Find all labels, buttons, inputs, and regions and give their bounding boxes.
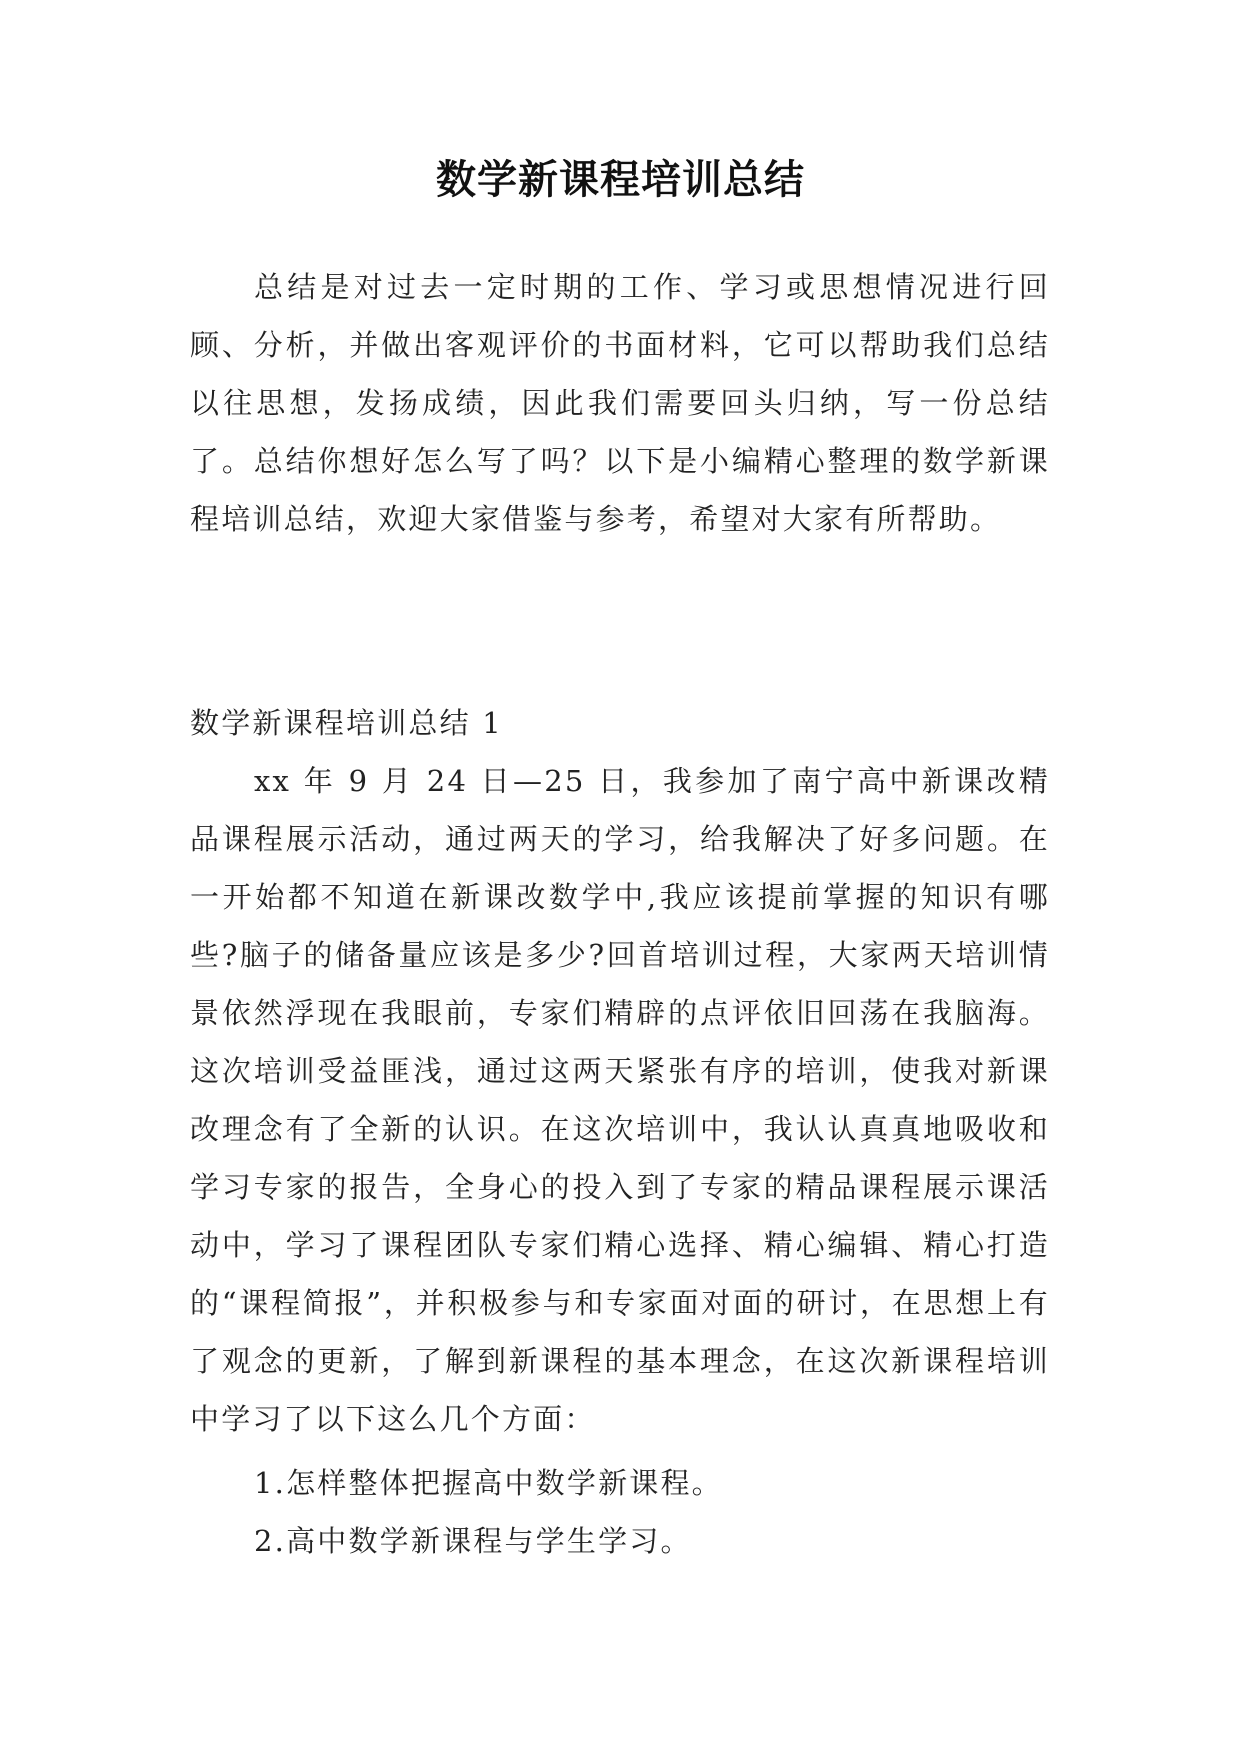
list-item: 2.高中数学新课程与学生学习。 (254, 1524, 692, 1558)
list-item: 1.怎样整体把握高中数学新课程。 (254, 1466, 723, 1500)
section-body-paragraph: xx 年 9 月 24 日—25 日，我参加了南宁高中新课改精品课程展示活动，通过两天的学习，给我解决了好多问题。在一开始都不知道在新课改数学中,我应该提前掌握的知识有哪些?脑子的储备量应该是多少?回首培训过程，大家两天培训情景依然浮现在我眼前，专家们精辟的点评依旧回荡在我脑海。这次培训受益匪浅，通过这两天紧张有序的培训，使我对新课改理念有了全新的认识。在这次培训中，我认认真真地吸收和学习专家的报告，全身心的投入到了专家的精品课程展示课活动中，学习了课程团队专家们精心选择、精心编辑、精心打造的“课程简报”，并积极参与和专家面对面的研讨，在思想上有了观念的更新，了解到新课程的基本理念，在这次新课程培训中学习了以下这么几个方面： (190, 764, 1050, 1436)
section-heading: 数学新课程培训总结 1 (190, 706, 503, 740)
document-title: 数学新课程培训总结 (436, 157, 805, 203)
intro-paragraph: 总结是对过去一定时期的工作、学习或思想情况进行回顾、分析，并做出客观评价的书面材料，它可以帮助我们总结以往思想，发扬成绩，因此我们需要回头归纳，写一份总结了。总结你想好怎么写了吗？以下是小编精心整理的数学新课程培训总结，欢迎大家借鉴与参考，希望对大家有所帮助。 (190, 270, 1050, 536)
